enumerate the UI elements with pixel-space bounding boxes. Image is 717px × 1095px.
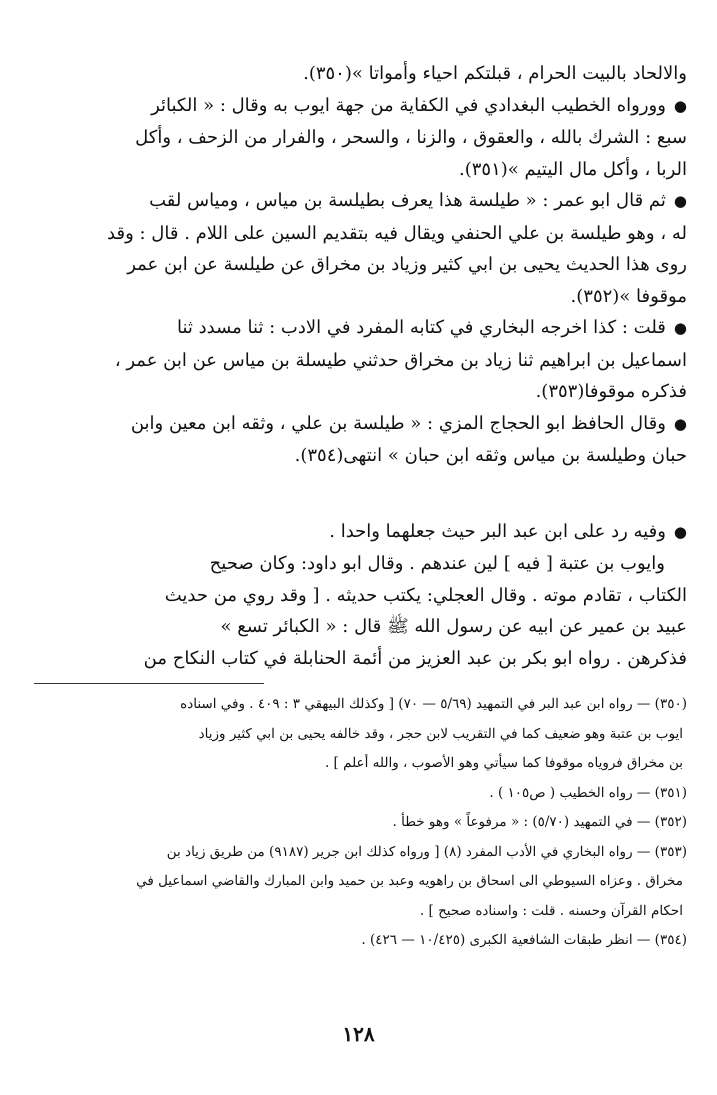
page-number: ١٢٨ (342, 1022, 375, 1046)
footnotes (34, 690, 687, 956)
text-line: الربا ، وأكل مال اليتيم »(٣٥١). (459, 158, 687, 180)
text-line: ●وقال الحافظ ابو الحجاج المزي : « طيلسة بن علي ، وثقه ابن معين وابن (130, 412, 687, 434)
text-line: ●قلت : كذا اخرجه البخاري في كتابه المفرد في الادب : ثنا مسدد ثنا (176, 317, 687, 338)
footnote-line: (٣٥٠) — رواه ابن عبد البر في التمهيد (٥/٦٩ — ٧٠) [ وكذلك البيهقي ٣ : ٤٠٩ . وفي اسناده (180, 696, 687, 712)
text-line: روى هذا الحديث يحيى بن ابي كثير وزياد بن مخراق عن طيلسة عن ابن عمر (127, 254, 687, 275)
text-line: وايوب بن عتبة [ فيه ] لين عندهم . وقال ابو داود: وكان صحيح (209, 553, 665, 574)
text-line: عبيد بن عمير عن ابيه عن رسول الله ﷺ قال : « الكبائر تسع » (220, 616, 687, 637)
bullet-icon: ● (673, 192, 687, 210)
footnote-divider (34, 683, 264, 684)
text-line: والالحاد بالبيت الحرام ، قبلتكم احياء وأمواتا »(٣٥٠). (303, 63, 687, 84)
footnote-line: (٣٥١) — رواه الخطيب ( ص١٠٥ ) . (489, 784, 687, 801)
bullet-icon: ● (673, 96, 687, 115)
text-line: اسماعيل بن ابراهيم ثنا زياد بن مخراق حدثني طيسلة بن مياس عن ابن عمر ، (114, 349, 687, 371)
footnote-line: احكام القرآن وحسنه . قلت : واسناده صحيح ] . (419, 902, 683, 919)
text-line: ●وفيه رد على ابن عبد البر حيث جعلهما واحدا . (329, 520, 687, 542)
main-text (34, 58, 687, 674)
bullet-icon: ● (673, 522, 687, 541)
text-line: له ، وهو طيلسة بن علي الحنفي ويقال فيه بتقديم السين على اللام . قال : وقد (107, 222, 687, 244)
footnote-line: ايوب بن عتبة وهو ضعيف كما في التقريب لابن حجر ، وقد خالفه يحيى بن ابي كثير وزياد (198, 725, 683, 742)
footnote-line: (٣٥٤) — انظر طبقات الشافعية الكبرى (١٠/٤٢٥ — ٤٢٦) . (361, 932, 687, 948)
text-line: ●وورواه الخطيب البغدادي في الكفاية من جهة ايوب به وقال : « الكبائر (151, 94, 687, 116)
bullet-icon: ● (673, 414, 687, 433)
footnote-line: بن مخراق فروياه موقوفا كما سيأتي وهو الأصوب ، والله أعلم ] . (324, 755, 683, 771)
text-line: موقوفا »(٣٥٢). (570, 285, 687, 307)
text-line: فذكرهن . رواه ابو بكر بن عبد العزيز من أئمة الحنابلة في كتاب النكاح من (143, 647, 687, 669)
footnote-line: (٣٥٣) — رواه البخاري في الأدب المفرد (٨) [ ورواه كذلك ابن جرير (٩١٨٧) من طريق زياد بن (166, 843, 687, 860)
text-line: الكتاب ، تقادم موته . وقال العجلي: يكتب حديثه . [ وقد روي من حديث (164, 584, 687, 606)
text-line: ●ثم قال ابو عمر : « طيلسة هذا يعرف بطيلسة بن مياس ، ومياس لقب (149, 190, 687, 211)
text-line: سبع : الشرك بالله ، والعقوق ، والزنا ، والسحر ، والفرار من الزحف ، وأكل (135, 127, 687, 148)
text-line: حبان وطيلسة بن مياس وثقه ابن حبان » انتهى(٣٥٤). (294, 445, 687, 466)
text-line: فذكره موقوفا(٣٥٣). (535, 381, 687, 402)
footnote-line: (٣٥٢) — في التمهيد (٥/٧٠) : « مرفوعاً » وهو خطأ . (392, 814, 687, 830)
bullet-icon: ● (673, 319, 687, 337)
footnote-line: مخراق . وعزاه السيوطي الى اسحاق بن راهويه وعبد بن حميد وابن المبارك والقاضي اسماعيل في (136, 873, 683, 889)
